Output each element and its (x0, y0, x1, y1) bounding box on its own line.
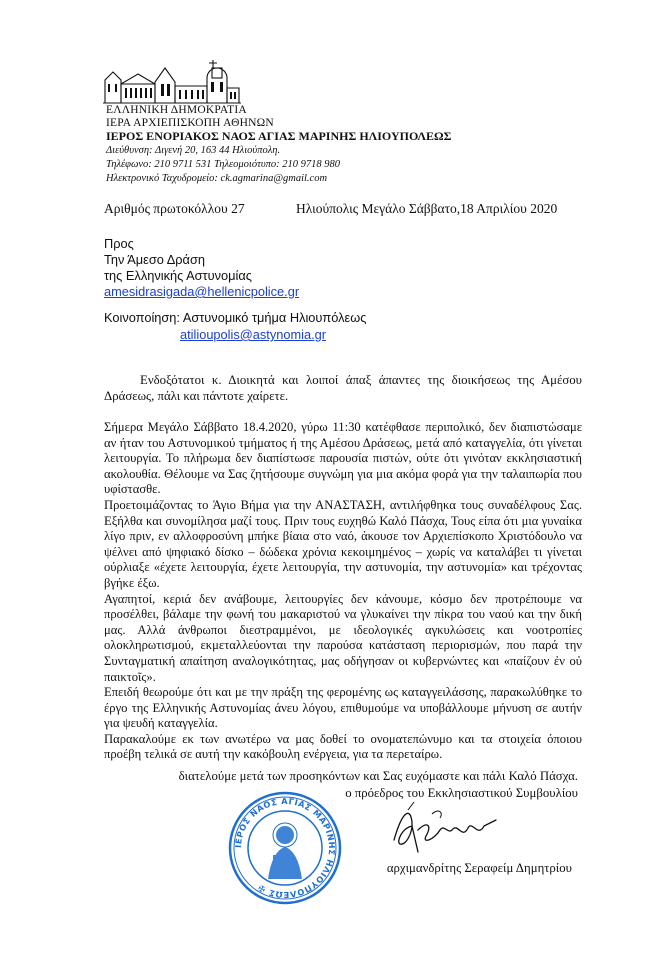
paragraph-3: Αγαπητοί, κεριά δεν ανάβουμε, λειτουργίες δεν κάνουμε, κόσμο δεν προτρέπουμε να προσέλθει, βάλαμε την φωνή του μακαριστού να γλυκαίνει την πίκρα του ναού και την δική μας. Αλλά άνθρωποι διεστραμμένοι, με ιδεολογικές αγκυλώσεις και νοοτροπίες ολοκληρωτισμού, εκμεταλλεύονται την παρούσα κατάσταση περιορισμών, που παρά την Συνταγματική απαίτηση αναλογικότητας, μας οδήγησαν οι κυβερνώντες και «παίζουν ἐν οὐ παικτοῖς». (104, 591, 582, 684)
greeting-text: Ενδοξότατοι κ. Διοικητά και λοιποί άπαξ άπαντες της διοικήσεως της Αμέσου Δράσεως, πάλι και πάντοτε χαίρετε. (104, 373, 582, 403)
recipient-line1: Την Άμεσο Δράση (104, 252, 205, 267)
paragraph-4: Επειδή θεωρούμε ότι και με την πράξη της φερομένης ως καταγγειλάσσης, παρακωλύθηκε το έργο της Ελληνικής Αστυνομίας άνευ λόγου, επιθυμούμε να υποβάλλουμε μήνυση σε αυτήν για ψευδή καταγγελία. (104, 685, 582, 731)
svg-text:ΙΕΡΟΣ ΝΑΟΣ ΑΓΙΑΣ ΜΑΡΙΝΗΣ ΗΛΙΟΥ: ΙΕΡΟΣ ΝΑΟΣ ΑΓΙΑΣ ΜΑΡΙΝΗΣ ΗΛΙΟΥΠΟΛΕΩΣ ✠ (232, 795, 338, 901)
header-phones: Τηλέφωνο: 210 9711 531 Τηλεομοιότυπο: 210 9718 980 (106, 159, 341, 170)
header-address: Διεύθυνση: Διγενή 20, 163 44 Ηλιούπολη. (106, 145, 281, 156)
cc-label: Κοινοποίηση: Αστυνομικό τμήμα Ηλιουπόλεως (104, 310, 367, 325)
protocol-number: Αριθμός πρωτοκόλλου 27 (104, 201, 245, 216)
church-seal-stamp (228, 791, 342, 905)
greeting (104, 372, 582, 404)
signer-name: αρχιμανδρίτης Σεραφείμ Δημητρίου (386, 861, 572, 875)
recipient-to: Προς (104, 236, 134, 251)
paragraph-2: Προετοιμάζοντας το Άγιο Βήμα για την ΑΝΑΣΤΑΣΗ, αντιλήφθηκα τους συναδέλφους Σας. Εξήλθα και συνομίλησα μαζί τους. Πριν τους ευχηθώ Καλό Πάσχα, Τους είπα ότι μια γυναίκα λίγο πριν, εν αλλοφροσύνη μπήκε βίαια στο ναό, άκουσε τον Αρχιεπίσκοπο Χριστόδουλο να ψέλνει από ψηφιακό δίσκο – δώδεκα χρόνια κεκοιμημένος – χωρίς να καταλάβει τι γίνεται ούρλιαξε «έχετε λειτουργία, έχετε λειτουργία, την αστυνομία, την αστυνομία» και τρέχοντας βγήκε έξω. (104, 497, 582, 590)
header-parish: ΙΕΡΟΣ ΕΝΟΡΙΑΚΟΣ ΝΑΟΣ ΑΓΙΑΣ ΜΑΡΙΝΗΣ ΗΛΙΟΥΠΟΛΕΩΣ (106, 129, 452, 143)
church-logo (103, 58, 241, 104)
place-date: Ηλιούπολις Μεγάλο Σάββατο,18 Απριλίου 2020 (296, 201, 558, 216)
cc-email-link[interactable]: atilioupolis@astynomia.gr (180, 327, 327, 342)
recipient-line2: της Ελληνικής Αστυνομίας (104, 268, 252, 283)
paragraph-1: Σήμερα Μεγάλο Σάββατο 18.4.2020, γύρω 11:30 κατέφθασε περιπολικό, δεν διαπιστώσαμε αν ήταν του Αστυνομικού τμήματος ή της Αμέσου Δράσεως, μετά από καταγγελία, ότι γίνεται λειτουργία. Το πλήρωμα δεν διαπίστωσε παρουσία πιστών, ούτε ότι γινόταν εκκλησιαστική ακολουθία. Θέλουμε να Σας ζητήσουμε συγνώμη για μια ακόμα φορά για την ταλαιπωρία που υφίστασθε. (104, 420, 582, 497)
signer-role: ο πρόεδρος του Εκκλησιαστικού Συμβουλίου (345, 786, 578, 800)
handwritten-signature (388, 800, 500, 860)
header-archdiocese: ΙΕΡΑ ΑΡΧΙΕΠΙΣΚΟΠΗ ΑΘΗΝΩΝ (106, 117, 274, 129)
closing: διατελούμε μετά των προσηκόντων και Σας ευχόμαστε και πάλι Καλό Πάσχα. (178, 769, 578, 783)
letter-body (104, 420, 582, 763)
header-country: ΕΛΛΗΝΙΚΗ ΔΗΜΟΚΡΑΤΙΑ (106, 104, 247, 116)
recipient-email-link[interactable]: amesidrasigada@hellenicpolice.gr (104, 284, 300, 299)
header-email: Ηλεκτρονικό Ταχυδρομείο: ck.agmarina@gmail.com (106, 173, 328, 184)
paragraph-5: Παρακαλούμε εκ των ανωτέρω να μας δοθεί το ονοματεπώνυμο και τα στοιχεία όποιου προέβη τελικά σε αυτή την κακόβουλη ενέργεια, για τα περεταίρω. (104, 731, 582, 762)
